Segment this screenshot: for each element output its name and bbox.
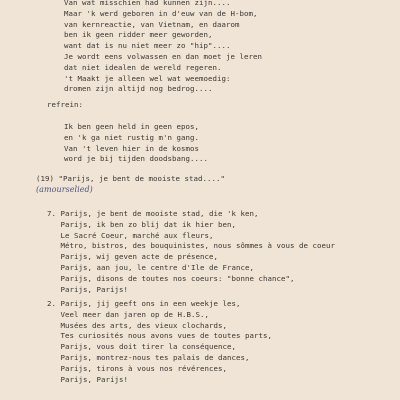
verse-line: dat niet idealen de wereld regeren.: [64, 62, 222, 72]
verse-line: Je wordt eens volwassen en dan moet je leren: [64, 52, 262, 61]
refrain-line: Ik ben geen held in geen epos,: [64, 122, 199, 131]
verse-line: van kernreactie, van Vietnam, en daarom: [64, 19, 240, 29]
verse-1-line: Parijs, wij geven acte de présence,: [47, 252, 218, 262]
refrain-line: Van 't leven hier in de kosmos: [64, 143, 199, 153]
verse-2-line: Parijs, montrez-nous tes palais de dances,: [47, 353, 250, 362]
verse-line: 't Maakt je alleen wel wat weemoedig:: [64, 73, 231, 83]
verse-line: Van wat misschien had kunnen zijn....: [64, 0, 231, 7]
verse-2-line: Parijs, vous doit tirer la conséquence,: [47, 342, 236, 352]
verse-1-line: Le Sacré Coeur, marché aux fleurs,: [47, 230, 214, 240]
verse-line: dromen zijn altijd nog bedrog....: [64, 84, 213, 94]
verse-1-line: Parijs, Parijs!: [47, 284, 128, 294]
verse-2-line: Parijs, tirons à vous nos révérences,: [47, 363, 227, 373]
refrain-line: en 'k ga niet rustig m'n gang.: [64, 132, 199, 142]
verse-1-line: Parijs, disons de toutes nos coeurs: "bonne chance",: [47, 273, 295, 283]
verse-1-line: 7. Parijs, je bent de mooiste stad, die 'k ken,: [47, 209, 259, 218]
verse-2-line: Veel meer dan jaren op de H.B.S.,: [47, 309, 209, 319]
verse-1-line: Parijs, aan jou, le centre d'Ile de France,: [47, 263, 254, 272]
song-heading: (19) "Parijs, je bent de mooiste stad....": [36, 174, 225, 183]
verse-2-line: Musées des arts, des vieux clochards,: [47, 320, 227, 330]
verse-1-line: Parijs, ik ben zo blij dat ik hier ben,: [47, 219, 236, 229]
verse-line: ben ik geen ridder meer geworden,: [64, 30, 213, 40]
refrain-label: refrein:: [47, 100, 83, 109]
verse-2-line: Parijs, Parijs!: [47, 374, 128, 384]
verse-2-line: Tes curiosités nous avons vues de toutes parts,: [47, 331, 272, 341]
verse-line: Maar 'k werd geboren in d'euw van de H-bom,: [64, 8, 258, 18]
refrain-line: word je bij tijden doodsbang....: [64, 154, 208, 164]
verse-2-line: 2. Parijs, jij geeft ons in een weekje les,: [47, 299, 241, 308]
song-note: (amourselied): [36, 185, 93, 194]
verse-line: want dat is nu niet meer zo "hip"....: [64, 41, 231, 51]
verse-1-line: Métro, bistros, des bouquinistes, nous sômmes à vous de coeur: [47, 241, 335, 251]
